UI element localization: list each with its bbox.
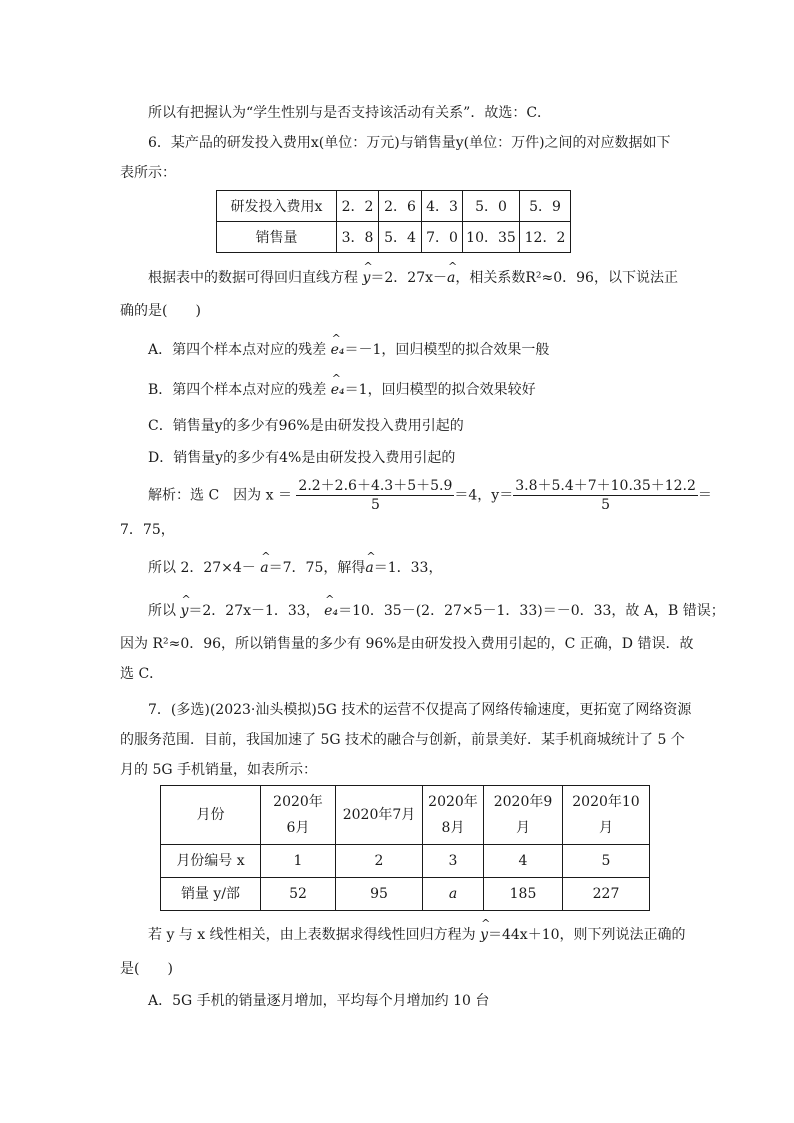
a-hat: ^ a xyxy=(365,558,373,578)
solution-head: 解析：选 C 因为 x ＝ xyxy=(148,487,292,504)
fraction-denominator: 5 xyxy=(601,497,611,513)
table-row xyxy=(217,222,571,253)
table-header-cell: 2020年7月 xyxy=(336,786,423,845)
e4-hat: ^ e₄ xyxy=(331,380,345,400)
q7-stem-1: 7．(多选)(2023·汕头模拟)5G 技术的运营不仅提高了网络传输速度，更拓宽了网络资源 xyxy=(148,702,692,718)
table-row xyxy=(161,786,650,845)
table-cell: 5 xyxy=(563,845,650,878)
q7-option-a: A．5G 手机的销量逐月增加，平均每个月增加约 10 台 xyxy=(148,993,490,1009)
solution-mid: ＝4，y＝ xyxy=(454,487,514,504)
table-header-cell: 销售量 xyxy=(217,222,337,253)
option-a-prefix: A．第四个样本点对应的残差 xyxy=(148,342,327,358)
solution-3b: ＝2．27x－1．33， xyxy=(188,603,320,619)
table-header-cell: 2020年9月 xyxy=(484,786,563,845)
fraction-denominator: 5 xyxy=(370,497,380,513)
a-hat: ^ a xyxy=(447,268,455,288)
table-cell: 5．0 xyxy=(463,191,520,222)
solution-2a: 所以 2．27×4－ xyxy=(148,560,256,576)
table-header-cell: 2020年8月 xyxy=(423,786,484,845)
option-b-suffix: ＝1，回归模型的拟合效果较好 xyxy=(344,382,536,398)
table-cell: 52 xyxy=(261,878,336,911)
fraction-numerator: 3.8＋5.4＋7＋10.35＋12.2 xyxy=(515,478,696,494)
q6-desc-1b: ＝2．27x－ xyxy=(370,270,447,286)
table-cell: 1 xyxy=(261,845,336,878)
table-header-cell: 2020年6月 xyxy=(261,786,336,845)
table-cell: 4．3 xyxy=(422,191,463,222)
q6-solution-4: 因为 R²≈0．96，所以销售量的多少有 96%是由研发投入费用引起的，C 正确，D 错误．故 xyxy=(120,636,694,652)
y-hat: ^ y xyxy=(480,925,488,945)
q6-desc-1c: ，相关系数R²≈0．96，以下说法正 xyxy=(455,270,678,286)
table-cell: 5．4 xyxy=(379,222,422,253)
a-hat: ^ a xyxy=(260,558,268,578)
table-cell: 2．2 xyxy=(337,191,379,222)
solution-2b: ＝7．75，解得 xyxy=(268,560,366,576)
q6-solution-5: 选 C． xyxy=(120,666,164,682)
intro-line: 所以有把握认为“学生性别与是否支持该活动有关系”．故选：C． xyxy=(148,105,552,121)
table-cell: 2．6 xyxy=(379,191,422,222)
table-cell: 3．8 xyxy=(337,222,379,253)
table-row xyxy=(161,845,650,878)
q7-desc-1b: ＝44x＋10，则下列说法正确的 xyxy=(487,927,686,943)
table-cell: 3 xyxy=(423,845,484,878)
table-row xyxy=(217,191,571,222)
table-header-cell: 研发投入费用x xyxy=(217,191,337,222)
option-a-suffix: ＝－1，回归模型的拟合效果一般 xyxy=(344,342,550,358)
table-header-cell: 月份编号 x xyxy=(161,845,261,878)
table-header-cell: 月份 xyxy=(161,786,261,845)
table-cell: 12．2 xyxy=(520,222,571,253)
q6-desc-1 xyxy=(148,268,678,288)
q7-desc-1 xyxy=(148,925,686,945)
q6-solution-3 xyxy=(148,601,725,621)
table-cell: a xyxy=(423,878,484,911)
fraction-numerator: 2.2＋2.6＋4.3＋5＋5.9 xyxy=(298,478,453,494)
table-header-cell: 2020年10月 xyxy=(563,786,650,845)
solution-3c: ＝10．35－(2．27×5－1．33)＝－0．33，故 A，B 错误； xyxy=(338,603,725,619)
option-b-prefix: B．第四个样本点对应的残差 xyxy=(148,382,327,398)
q7-desc-2: 是( ) xyxy=(120,961,173,977)
q7-desc-1a: 若 y 与 x 线性相关，由上表数据求得线性回归方程为 xyxy=(148,927,476,943)
q6-table xyxy=(216,190,571,253)
q6-option-d: D．销售量y的多少有4%是由研发投入费用引起的 xyxy=(148,450,456,466)
solution-3a: 所以 xyxy=(148,603,176,619)
q6-option-b xyxy=(148,380,536,400)
e4-hat: ^ e₄ xyxy=(331,340,345,360)
y-hat: ^ y xyxy=(362,268,370,288)
fraction-x-mean xyxy=(296,477,454,514)
q6-stem-2: 表所示： xyxy=(120,165,176,181)
q6-desc-2: 确的是( ) xyxy=(120,303,201,319)
table-cell: 4 xyxy=(484,845,563,878)
q7-table xyxy=(160,785,650,911)
q6-stem-1: 6．某产品的研发投入费用x(单位：万元)与销售量y(单位：万件)之间的对应数据如下 xyxy=(148,135,671,151)
q7-stem-3: 月的 5G 手机销量，如表所示： xyxy=(120,762,317,778)
fraction-y-mean xyxy=(513,477,698,514)
table-cell: 10．35 xyxy=(463,222,520,253)
table-header-cell: 销量 y/部 xyxy=(161,878,261,911)
q6-solution-result: 7．75， xyxy=(120,522,175,538)
e4-hat: ^ e₄ xyxy=(324,601,338,621)
q6-desc-1a: 根据表中的数据可得回归直线方程 xyxy=(148,270,358,286)
q6-solution-1 xyxy=(148,477,712,514)
q7-stem-2: 的服务范围．目前，我国加速了 5G 技术的融合与创新，前景美好．某手机商城统计了 5 个 xyxy=(120,732,685,748)
table-cell: 2 xyxy=(336,845,423,878)
table-row xyxy=(161,878,650,911)
solution-2c: ＝1．33， xyxy=(373,560,443,576)
table-cell: 227 xyxy=(563,878,650,911)
q6-option-a xyxy=(148,340,549,360)
q6-option-c: C．销售量y的多少有96%是由研发投入费用引起的 xyxy=(148,418,464,434)
table-cell: 5．9 xyxy=(520,191,571,222)
y-hat: ^ y xyxy=(180,601,188,621)
table-cell: 95 xyxy=(336,878,423,911)
q6-solution-2 xyxy=(148,558,442,578)
table-cell: 7．0 xyxy=(422,222,463,253)
table-cell: 185 xyxy=(484,878,563,911)
solution-end: ＝ xyxy=(697,487,712,504)
